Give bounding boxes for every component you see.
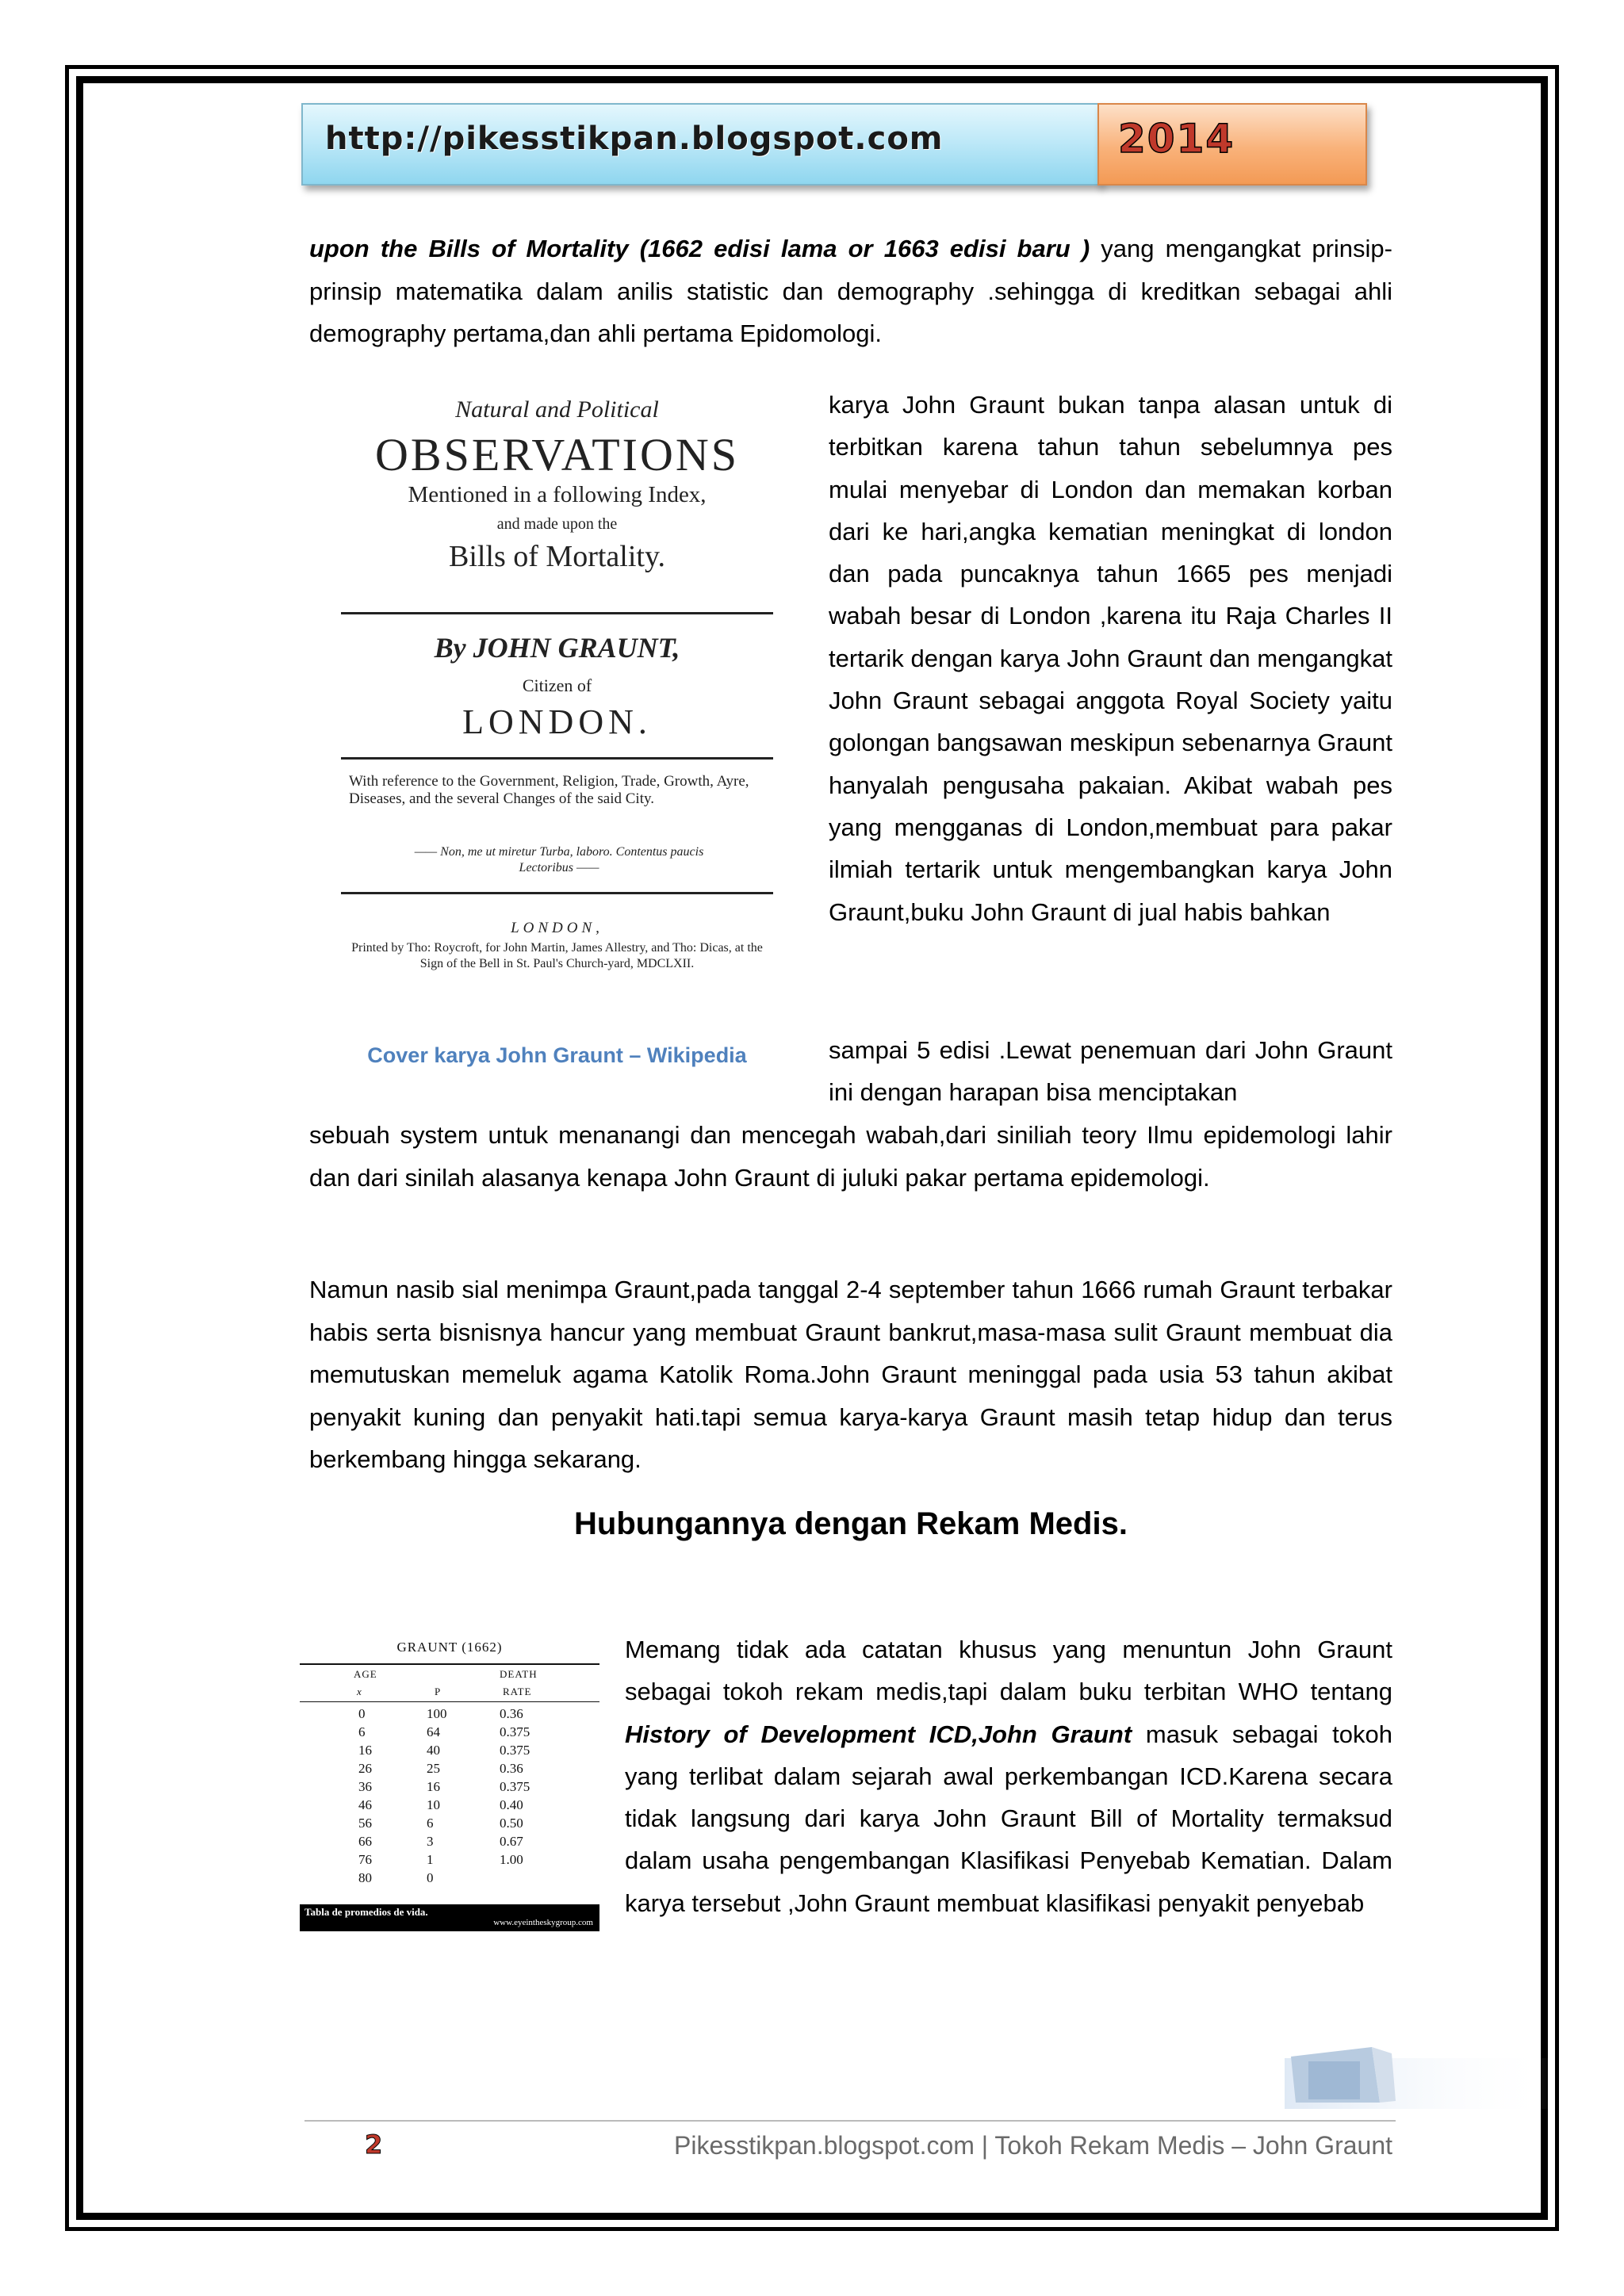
table-sub-p: P xyxy=(435,1686,442,1697)
table-cell-rate: 0.40 xyxy=(500,1797,523,1812)
table-row xyxy=(300,1706,599,1724)
table-cell-age: 16 xyxy=(358,1743,372,1758)
table-cell-age: 80 xyxy=(358,1870,372,1885)
table-rule-head xyxy=(300,1701,599,1702)
cover-line-9: With reference to the Government, Religion, Trade, Growth, Ayre, Diseases, and the several Changes of the said City. xyxy=(349,773,749,807)
table-row xyxy=(300,1816,599,1833)
table-sub-rate: RATE xyxy=(503,1686,532,1697)
cover-rule-2 xyxy=(341,757,773,760)
table-row xyxy=(300,1797,599,1815)
table-cell-age: 66 xyxy=(358,1834,372,1849)
table-cell-age: 26 xyxy=(358,1761,372,1776)
paragraph-2: Namun nasib sial menimpa Graunt,pada tanggal 2-4 september tahun 1666 rumah Graunt terbakar habis serta bisnisnya hancur yang membuat Graunt bankrut,masa-masa sulit Graunt membuat dia memutuskan memeluk agama Katolik Roma.John Graunt meninggal pada usia 53 tahun akibat penyakit kuning dan penyakit hati.tapi semua karya-karya Graunt masih tetap hidup dan terus berkembang hingga sekarang. xyxy=(309,1276,1392,1473)
table-cell-rate: 0.36 xyxy=(500,1706,523,1721)
table-cell-rate: 0.67 xyxy=(500,1834,523,1849)
table-cell-rate: 0.375 xyxy=(500,1743,530,1758)
table-cell-p: 6 xyxy=(427,1816,434,1831)
book-cover-image xyxy=(317,381,797,1031)
cover-line-5: Bills of Mortality. xyxy=(448,540,666,573)
table-cell-p: 0 xyxy=(427,1870,434,1885)
footer-rule xyxy=(304,2120,1396,2122)
paragraph-3-bold: History of Development ICD,John Graunt xyxy=(625,1720,1132,1748)
table-cell-age: 76 xyxy=(358,1852,372,1867)
header-year-banner xyxy=(1097,103,1367,186)
table-cell-rate: 0.50 xyxy=(500,1816,523,1831)
table-cell-age: 6 xyxy=(358,1724,366,1739)
cover-rule-1 xyxy=(341,612,773,614)
page-number: 2 xyxy=(365,2130,383,2160)
table-row xyxy=(300,1761,599,1778)
table-cell-p: 64 xyxy=(427,1724,440,1739)
table-row xyxy=(300,1852,599,1869)
table-cell-rate: 0.36 xyxy=(500,1761,523,1776)
table-cell-rate: 1.00 xyxy=(500,1852,523,1867)
table-cell-p: 25 xyxy=(427,1761,440,1776)
paragraph-3 xyxy=(625,1628,1392,1924)
table-rule-top xyxy=(300,1663,599,1665)
table-row xyxy=(300,1779,599,1797)
cover-line-6: By JOHN GRAUNT, xyxy=(434,632,680,664)
cover-line-2: OBSERVATIONS xyxy=(375,429,739,480)
cover-line-10: —— Non, me ut miretur Turba, laboro. Contentus paucis Lectoribus —— xyxy=(414,845,704,874)
column-paragraph: karya John Graunt bukan tanpa alasan untuk di terbitkan karena tahun tahun sebelumnya pes mulai menyebar di London dan memakan korban dari ke hari,angka kematian meningkat di london dan pada puncaknya tahun 1665 pes menjadi wabah besar di London ,karena itu Raja Charles II tertarik dengan karya John Graunt dan mengangkat John Graunt sebagai anggota Royal Society yaitu golongan bangsawan meskipun sebenarnya Graunt hanyalah pengusaha pakaian. Akibat wabah pes yang mengganas di London,membuat para pakar ilmiah tertarik untuk mengembangkan karya John Graunt,buku John Graunt di jual habis bahkan xyxy=(829,391,1392,926)
table-cell-p: 1 xyxy=(427,1852,434,1867)
cover-line-11: LONDON, xyxy=(511,920,603,936)
intro-rest: yang mengangkat prinsip-prinsip matematika dalam anilis statistic dan demography .sehingga di kreditkan sebagai ahli demography pertama,dan ahli pertama Epidomologi. xyxy=(309,235,1392,347)
paragraph-3-b: masuk sebagai tokoh yang terlibat dalam sejarah awal perkembangan ICD.Karena secara tidak langsung dari karya John Graunt Bill of Mortality termaksud dalam usaha pengembangan Klasifikasi Penyebab Kematian. Dalam karya tersebut ,John Graunt membuat klasifikasi penyakit penyebab xyxy=(625,1720,1392,1917)
table-row xyxy=(300,1743,599,1760)
cover-line-3: Mentioned in a following Index, xyxy=(408,482,707,507)
table-footer-bar xyxy=(300,1904,599,1931)
column-paragraph-continued: sampai 5 edisi .Lewat penemuan dari John Graunt ini dengan harapan bisa menciptakan xyxy=(829,1036,1392,1107)
intro-bold: upon the Bills of Mortality (1662 edisi lama or 1663 edisi baru ) xyxy=(309,235,1090,262)
table-cell-p: 40 xyxy=(427,1743,440,1758)
intro-paragraph xyxy=(309,228,1392,355)
table-cell-p: 100 xyxy=(427,1706,447,1721)
footer-text: Pikesstikpan.blogspot.com | Tokoh Rekam Medis – John Graunt xyxy=(674,2131,1392,2160)
cover-line-4: and made upon the xyxy=(496,515,618,533)
table-cell-age: 56 xyxy=(358,1816,372,1831)
footer-decoration-graphic xyxy=(1285,2038,1554,2125)
table-cell-age: 46 xyxy=(358,1797,372,1812)
cover-line-12: Printed by Tho: Roycroft, for John Martin, James Allestry, and Tho: Dicas, at the Sign of the Bell in St. Paul's Church-yard, MDCLXII. xyxy=(351,941,763,970)
life-table-image xyxy=(300,1625,599,1931)
table-cell-age: 0 xyxy=(358,1706,366,1721)
section-heading: Hubungannya dengan Rekam Medis. xyxy=(574,1506,1128,1541)
table-footer-url: www.eyeintheskygroup.com xyxy=(493,1918,593,1927)
header-url: http://pikesstikpan.blogspot.com xyxy=(325,121,944,157)
table-row xyxy=(300,1724,599,1742)
header-year: 2014 xyxy=(1118,116,1235,162)
paragraph-1-full: sebuah system untuk menanangi dan mencegah wabah,dari siniliah teory Ilmu epidemologi lahir dan dari sinilah alasanya kenapa John Graunt di juluki pakar pertama epidemologi. xyxy=(309,1121,1392,1192)
cover-line-1: Natural and Political xyxy=(455,396,659,423)
header-url-banner xyxy=(301,103,1101,186)
table-cell-rate: 0.375 xyxy=(500,1779,530,1794)
table-cell-rate: 0.375 xyxy=(500,1724,530,1739)
cover-caption: Cover karya John Graunt – Wikipedia xyxy=(367,1043,747,1067)
table-row xyxy=(300,1870,599,1888)
paragraph-3-a: Memang tidak ada catatan khusus yang menuntun John Graunt sebagai tokoh rekam medis,tapi dalam buku terbitan WHO tentang xyxy=(625,1636,1392,1706)
table-title: GRAUNT (1662) xyxy=(396,1640,503,1655)
table-head-age: AGE xyxy=(354,1668,377,1680)
table-head-death: DEATH xyxy=(500,1668,538,1680)
table-cell-p: 10 xyxy=(427,1797,440,1812)
table-cell-p: 16 xyxy=(427,1779,440,1794)
table-cell-age: 36 xyxy=(358,1779,372,1794)
cover-line-8: LONDON. xyxy=(462,702,652,741)
cover-line-7: Citizen of xyxy=(522,675,592,695)
table-sub-x: x xyxy=(357,1686,362,1697)
cover-rule-3 xyxy=(341,892,773,894)
table-cell-p: 3 xyxy=(427,1834,434,1849)
table-footer-text: Tabla de promedios de vida. xyxy=(304,1906,428,1918)
table-row xyxy=(300,1834,599,1851)
